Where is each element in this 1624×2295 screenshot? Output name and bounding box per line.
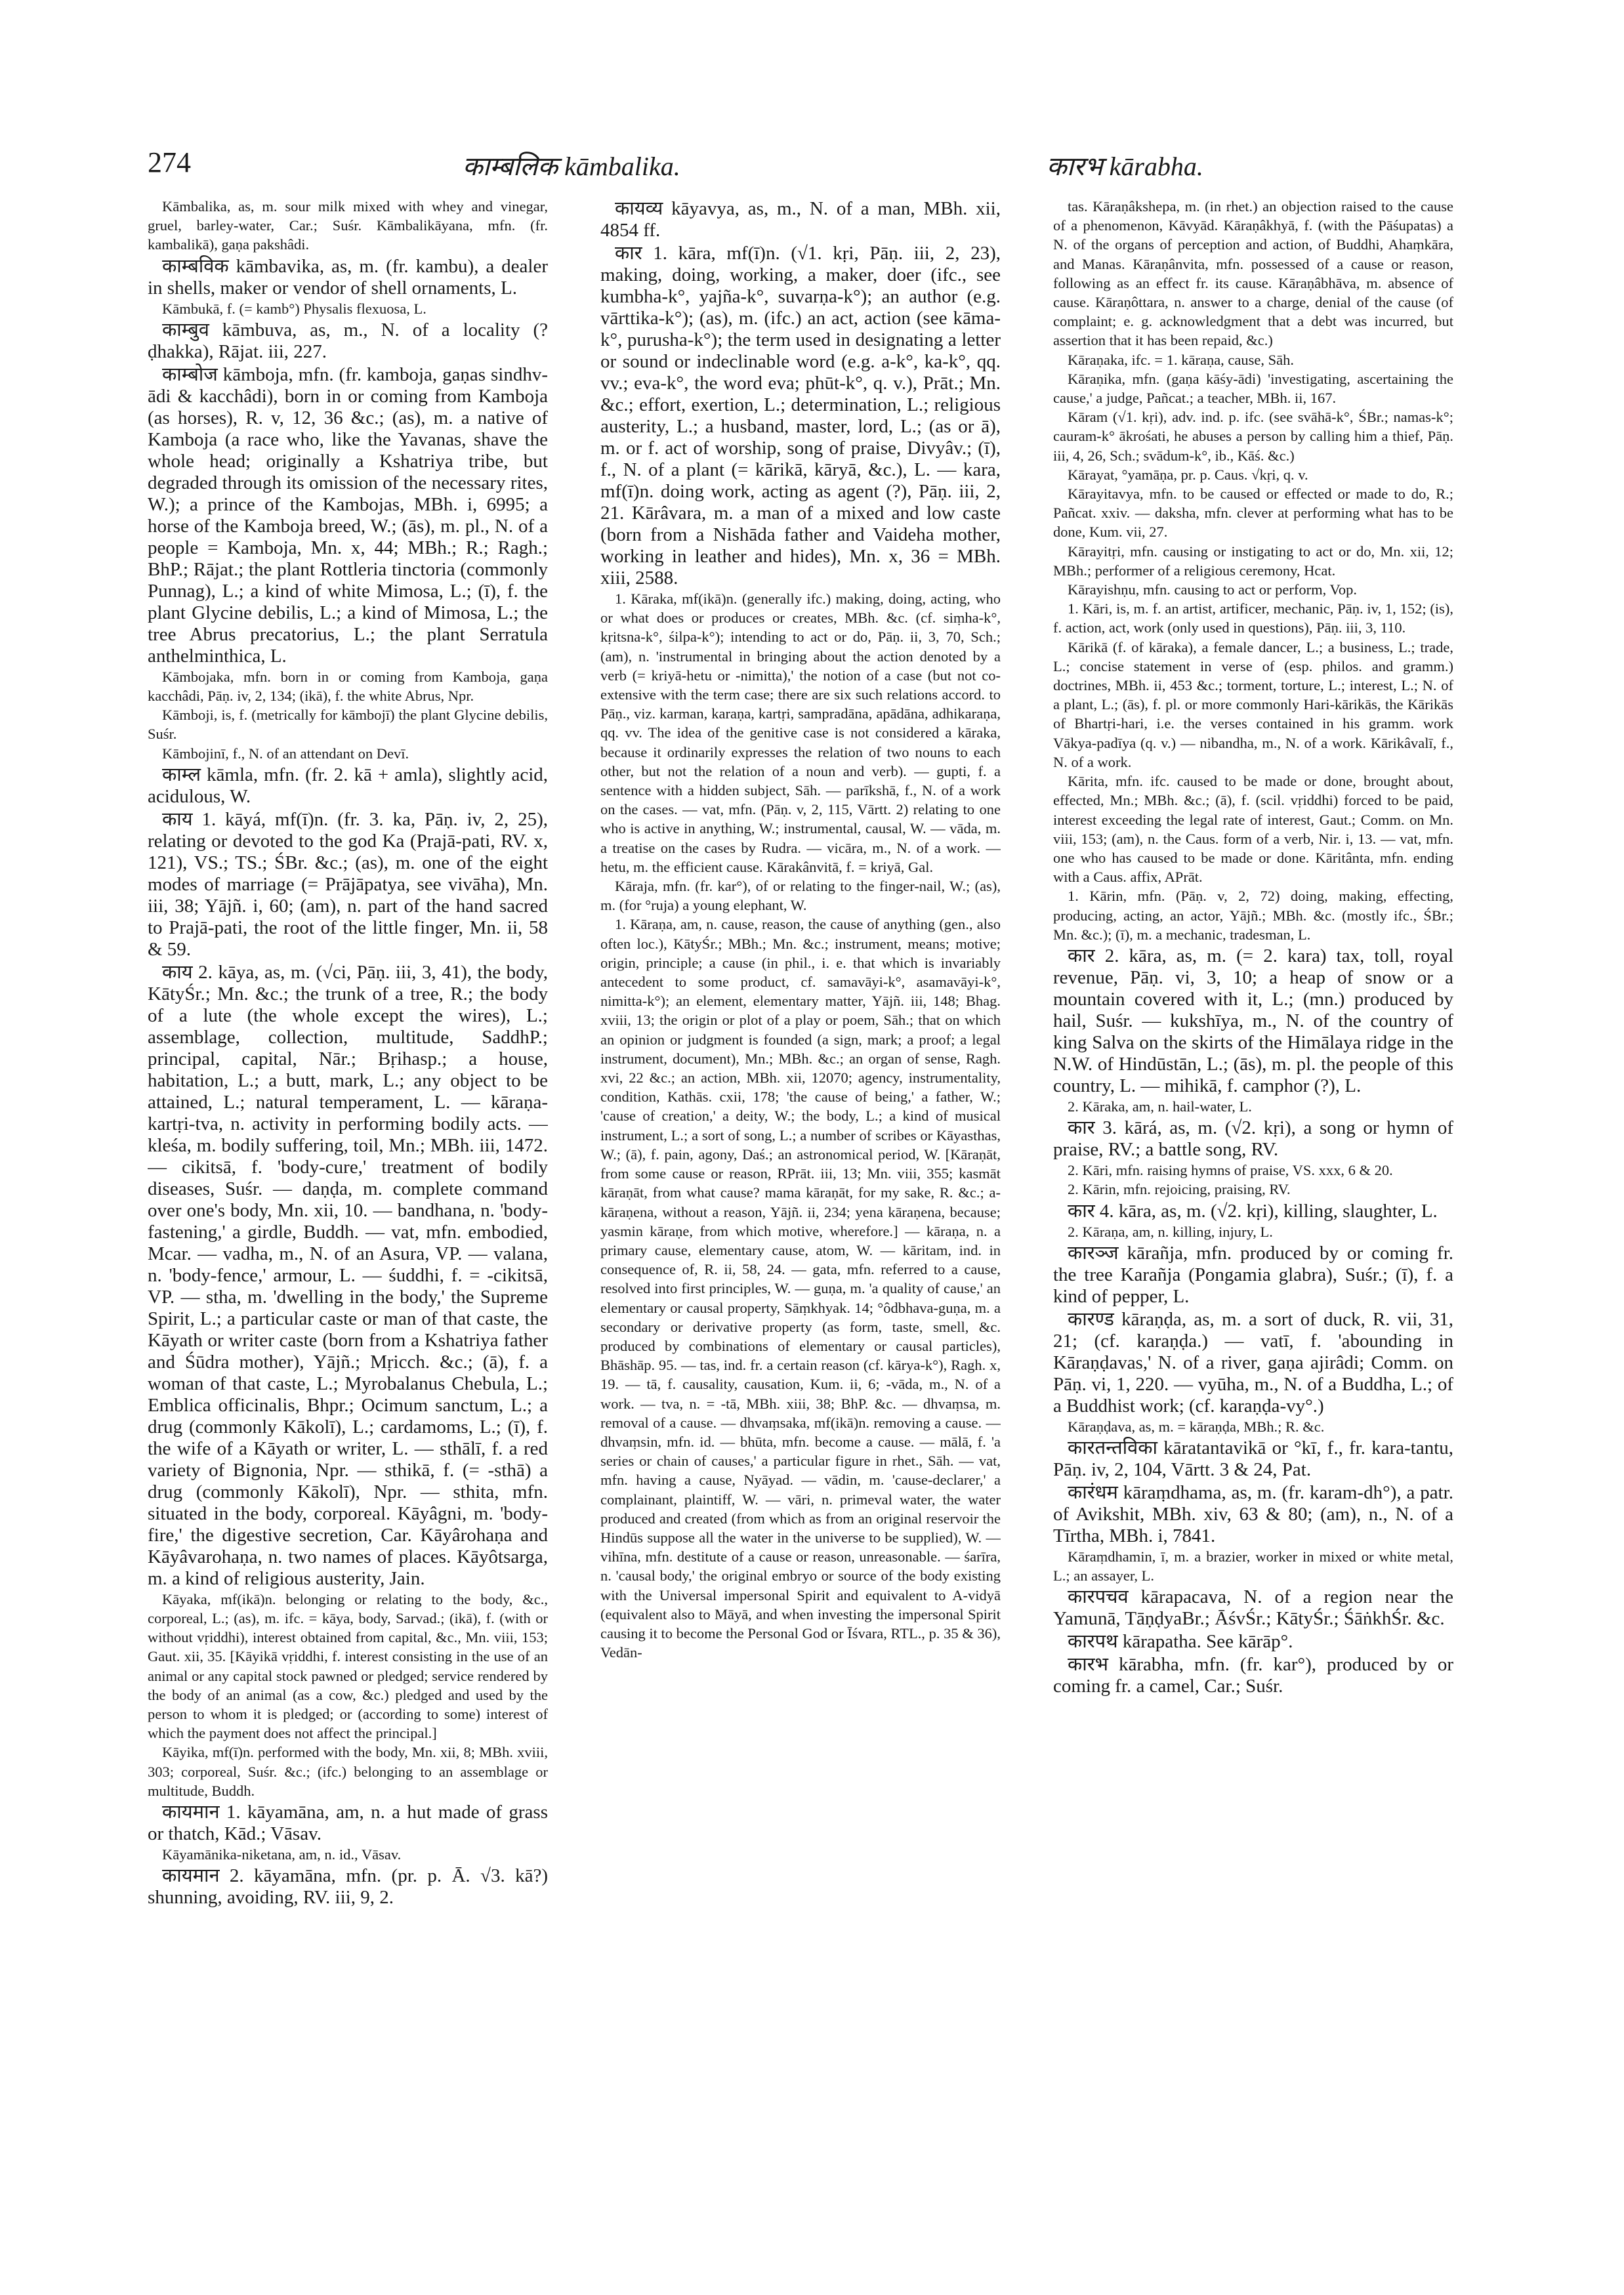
dictionary-entry: कारञ्ज kārañja, mfn. produced by or coming fr. the tree Karañja (Pongamia glabra), Suśr.; (ī), f. a kind of pepper, L.: [1053, 1242, 1453, 1307]
dictionary-entry: कायव्य kāyavya, as, m., N. of a man, MBh. xii, 4854 ff.: [600, 198, 1001, 241]
dictionary-entry: Kārita, mfn. ifc. caused to be made or done, brought about, effected, Mn.; MBh. &c.; (ā), f. (scil. vṛiddhi) forced to be paid, interest exceeding the legal rate of interest, Gaut.; Comm. on Mn. viii, 153; (am), n. the Caus. form of a verb, Nir. i, 13. — vat, mfn. one who has caused to be made or done. Kāritânta, mfn. ending with a Caus. affix, APrāt.: [1053, 773, 1453, 886]
dictionary-entry: Kāraja, mfn. (fr. kar°), of or relating to the finger-nail, W.; (as), m. (for °ruja) a young elephant, W.: [600, 878, 1001, 914]
dictionary-entry: Kārikā (f. of kāraka), a female dancer, L.; a business, L.; trade, L.; concise statement in verse of (esp. philos. and gramm.) doctrines, MBh. ii, 453 &c.; torment, torture, L.; interest, L.; N. of a plant, L.; (ās), f. pl. or more commonly Hari-kārikās, the Kārikās of Bhartṛi-hari, i.e. the verses contained in his gramm. work Vākya-padīya (q. v.) — nibandha, m., N. of a work. Kārikâvalī, f., N. of a work.: [1053, 638, 1453, 770]
dictionary-entry: कार 4. kāra, as, m. (√2. kṛi), killing, slaughter, L.: [1068, 1200, 1438, 1222]
dictionary-entry: Kāmboji, is, f. (metrically for kāmbojī) the plant Glycine debilis, Suśr.: [148, 707, 548, 743]
dictionary-entry: काम्बविक kāmbavika, as, m. (fr. kambu), a dealer in shells, maker or vendor of shell ornaments, L.: [148, 255, 548, 299]
dictionary-entry: Kāmbalika, as, m. sour milk mixed with whey and vinegar, gruel, barley-water, Car.; Suśr. Kāmbalikāyana, mfn. (fr. kambalikā), gaṇa pakshâdi.: [148, 198, 548, 253]
dictionary-entry: कारंधम kāraṃdhama, as, m. (fr. karam-dh°), a patr. of Avikshit, MBh. xiv, 63 & 80; (am), n., N. of a Tīrtha, MBh. i, 7841.: [1053, 1481, 1453, 1546]
dictionary-entry: 2. Kāraka, am, n. hail-water, L.: [1068, 1098, 1252, 1115]
right-running-headword: कारभ kārabha.: [1047, 152, 1203, 181]
dictionary-entry: कार 1. kāra, mf(ī)n. (√1. kṛi, Pāṇ. iii, 2, 23), making, doing, working, a maker, doer (ifc., see kumbha-k°, yajña-k°, suvarṇa-k°); an author (e.g. vārttika-k°); (as), m. (ifc.) an act, action (see kāma-k°, purusha-k°); the term used in designating a letter or sound or indeclinable word (e.g. a-k°, ka-k°, qq. vv.; eva-k°, the word eva; phūt-k°, q. v.), Prāt.; Mn. &c.; effort, exertion, L.; determination, L.; religious austerity, L.; a husband, master, lord, L.; (as or ā), m. or f. act of worship, song of praise, Divyâv.; (ī), f., N. of a plant (= kārikā, kāryā, &c.), L. — kara, mf(ī)n. doing work, acting as agent (?), Pāṇ. iii, 2, 21. Kārâvara, m. a man of a mixed and low caste (born from a Nishāda father and Vaideha mother, working in leather and hides), Mn. x, 36 = MBh. xiii, 2588.: [600, 243, 1001, 589]
dictionary-entry: 1. Kāraṇa, am, n. cause, reason, the cause of anything (gen., also often loc.), KātyŚr.; MBh.; Mn. &c.; instrument, means; motive; origin, principle; a cause (in phil., i. e. that which is invariably antecedent to some product, cf. samavāyi-k°, asamavāyi-k°, nimitta-k°); an element, elementary matter, Yājñ. iii, 148; Bhag. xviii, 13; the origin or plot of a play or poem, Sāh.; that on which an opinion or judgment is founded (a sign, mark; a proof; a legal instrument, document), Mn.; MBh. &c.; an organ of sense, Ragh. xvi, 22 &c.; an action, MBh. xii, 12070; agency, instrumentality, condition, Kathās. cxii, 178; 'the cause of being,' a father, W.; 'cause of creation,' a deity, W.; the body, L.; a kind of musical instrument, L.; a sort of song, L.; a number of scribes or Kāyasthas, W.; (ā), f. pain, agony, Daś.; an astronomical period, W. [Kāraṇāt, from some cause or reason, RPrāt. iii, 13; Mn. viii, 355; kasmāt kāraṇāt, from what cause? mama kāraṇāt, for my sake, R. &c.; a-kāraṇena, without a reason, Yājñ. ii, 234; yena kāraṇena, because; yasmin kāraṇe, from which motive, wherefore.] — kāraṇa, n. a primary cause, elementary cause, atom, W. — kāritam, ind. in consequence of, R. ii, 58, 24. — gata, mfn. referred to a cause, resolved into first principles, W. — guṇa, m. 'a quality of cause,' an elementary or causal property, Sāṃkhyak. 14; °ôdbhava-guṇa, m. a secondary or derivative property (as form, taste, smell, &c. produced by combinations of elementary or causal particles), Bhāshāp. 95. — tas, ind. fr. a certain reason (cf. kārya-k°), Ragh. x, 19. — tā, f. causality, causation, Kum. ii, 6; -vāda, m., N. of a work. — tva, n. = -tā, MBh. xiii, 38; BhP. &c. — dhvaṃsa, m. removal of a cause. — dhvaṃsaka, mf(ikā)n. removing a cause. — dhvaṃsin, mfn. id. — bhūta, mfn. become a cause. — mālā, f. 'a series or chain of causes,' a particular figure in rhet., Sāh. — vat, mfn. having a cause, Nyāyad. — vādin, m. 'cause-declarer,' a complainant, plaintiff, W. — vāri, n. primeval water, the water produced and created (from which as from an original reservoir the Hindūs suppose all the water in the universe to be supplied), W. — vihīna, mfn. destitute of a cause or reason, unreasonable. — śarīra, n. 'causal body,' the original embryo or source of the body existing with the Universal impersonal Spirit and equivalent to A-vidyā (equivalent also to Māyā, and when investing the impersonal Spirit causing it to become the Personal God or Īśvara, RTL., p. 35 & 36), Vedān-: [600, 916, 1001, 1661]
dictionary-entry: Kārayishṇu, mfn. causing to act or perform, Vop.: [1068, 581, 1357, 598]
dictionary-entry: कारण्ड kāraṇḍa, as, m. a sort of duck, R. vii, 31, 21; (cf. karaṇḍa.) — vatī, f. 'abounding in Kāraṇḍavas,' N. of a river, gaṇa ajirâdi; Comm. on Pāṇ. vi, 1, 220. — vyūha, m., N. of a Buddha, L.; of a Buddhist work; (cf. karaṇḍa-vy°.): [1053, 1308, 1453, 1416]
dictionary-entry: कार 2. kāra, as, m. (= 2. kara) tax, toll, royal revenue, Pāṇ. vi, 3, 10; a heap of snow or a mountain covered with it, L.; (mn.) produced by hail, Suśr. — kukshīya, m., N. of the country of king Salva on the skirts of the Himālaya ridge in the N.W. of Hindūstān, L.; (ās), m. pl. the people of this country, L. — mihikā, f. camphor (?), L.: [1053, 945, 1453, 1096]
dictionary-entry: Kārayat, °yamāṇa, pr. p. Caus. √kṛi, q. v.: [1068, 466, 1308, 483]
dictionary-entry: Kāyamānika-niketana, am, n. id., Vāsav.: [162, 1846, 402, 1863]
dictionary-entry: कार 3. kārá, as, m. (√2. kṛi), a song or hymn of praise, RV.; a battle song, RV.: [1053, 1117, 1453, 1161]
dictionary-entry: काम्बोज kāmboja, mfn. (fr. kamboja, gaṇas sindhv-ādi & kacchâdi), born in or coming from Kamboja (as horses), R. v, 12, 36 &c.; (as), m. a native of Kamboja (a race who, like the Yavanas, shave the whole head; originally a Kshatriya tribe, but degraded through its omission of the necessary rites, W.); a prince of the Kambojas, MBh. i, 6995; a horse of the Kamboja breed, W.; (ās), m. pl., N. of a people = Kamboja, Mn. x, 44; MBh.; R.; Ragh.; BhP.; Rājat.; the plant Rottleria tinctoria (commonly Punnag), L.; a kind of white Mimosa, L.; (ī), f. the plant Glycine debilis, L.; a kind of Mimosa, L.; the tree Abrus precatorius, L.; the plant Serratula anthelminthica, L.: [148, 363, 548, 667]
dictionary-entry: 2. Kāraṇa, am, n. killing, injury, L.: [1068, 1223, 1273, 1240]
dictionary-entry: 2. Kārin, mfn. rejoicing, praising, RV.: [1068, 1181, 1291, 1198]
dictionary-entry: Kāraṇḍava, as, m. = kāraṇḍa, MBh.; R. &c.: [1068, 1418, 1325, 1435]
left-running-headword: काम्बलिक kāmbalika.: [463, 152, 680, 181]
dictionary-entry: Kāraṇaka, ifc. = 1. kāraṇa, cause, Sāh.: [1068, 351, 1295, 368]
dictionary-entry: Kāraṇika, mfn. (gaṇa kāśy-ādi) 'investigating, ascertaining the cause,' a judge, Pañcat.; a teacher, MBh. ii, 167.: [1053, 370, 1453, 407]
dictionary-entry: Kārayitavya, mfn. to be caused or effected or made to do, R.; Pañcat. xxiv. — daksha, mfn. clever at performing what has to be done, Kum. vii, 27.: [1053, 486, 1453, 541]
dictionary-entry: Kāram (√1. kṛi), adv. ind. p. ifc. (see svāhā-k°, ŚBr.; namas-k°; cauram-k° ākrośati, he abuses a person by calling him a thief, Pāṇ. iii, 4, 26, Sch.; svādum-k°, ib., Kāś. &c.): [1053, 409, 1453, 464]
dictionary-entry: कायमान 2. kāyamāna, mfn. (pr. p. Ā. √3. kā?) shunning, avoiding, RV. iii, 9, 2.: [148, 1865, 548, 1909]
dictionary-entry: कारपचव kārapacava, N. of a region near the Yamunā, TāṇḍyaBr.; ĀśvŚr.; KātyŚr.; ŚāṅkhŚr. &c.: [1053, 1586, 1453, 1630]
dictionary-entry: Kāmbojaka, mfn. born in or coming from Kamboja, gaṇa kacchâdi, Pāṇ. iv, 2, 134; (ikā), f. the white Abrus, Npr.: [148, 668, 548, 705]
dictionary-entry: 1. Kārin, mfn. (Pāṇ. v, 2, 72) doing, making, effecting, producing, acting, an actor, Yājñ.; MBh. &c. (mostly ifc., ŚBr.; Mn. &c.); (ī), m. a mechanic, tradesman, L.: [1053, 888, 1453, 943]
dictionary-entry: 2. Kāri, mfn. raising hymns of praise, VS. xxx, 6 & 20.: [1068, 1162, 1393, 1179]
dictionary-entry: Kāmbukā, f. (= kamb°) Physalis flexuosa, L.: [162, 300, 427, 317]
column-middle: [600, 197, 1001, 2250]
dictionary-entry: काम्बुव kāmbuva, as, m., N. of a locality (? ḍhakka), Rājat. iii, 227.: [148, 319, 548, 362]
column-right: [1053, 197, 1453, 2250]
page-header: [148, 146, 1480, 189]
dictionary-entry: Kāmbojinī, f., N. of an attendant on Devī.: [162, 745, 409, 762]
column-left: [148, 197, 548, 2250]
dictionary-entry: Kāyika, mf(ī)n. performed with the body, Mn. xii, 8; MBh. xviii, 303; corporeal, Suśr. &c.; (ifc.) belonging to an assemblage or multitude, Buddh.: [148, 1744, 548, 1799]
dictionary-entry: कायमान 1. kāyamāna, am, n. a hut made of grass or thatch, Kād.; Vāsav.: [148, 1802, 548, 1845]
dictionary-entry: tas. Kāraṇâkshepa, m. (in rhet.) an objection raised to the cause of a phenomenon, Kāvyād. Kāraṇâkhyā, f. (with the Pāśupatas) a N. of the organs of perception and action, of Buddhi, Ahaṃkāra, and Manas. Kāraṇânvita, mfn. possessed of a cause or reason, following as an effect fr. its cause. Kāraṇâbhāva, m. absence of cause. Kāraṇôttara, n. answer to a charge, denial of the cause (of complaint; e. g. acknowledgment that a debt was incurred, but assertion that it has been repaid, &c.): [1053, 198, 1453, 349]
dictionary-entry: 1. Kāri, is, m. f. an artist, artificer, mechanic, Pāṇ. iv, 1, 152; (is), f. action, act, work (only used in questions), Pāṇ. iii, 3, 110.: [1053, 600, 1453, 636]
page-number: 274: [148, 146, 191, 178]
dictionary-entry: काय 1. kāyá, mf(ī)n. (fr. 3. ka, Pāṇ. iv, 2, 25), relating or devoted to the god Ka (Prajā-pati, RV. x, 121), VS.; TS.; ŚBr. &c.; (as), m. one of the eight modes of marriage (= Prājāpatya, see vivāha), Mn. iii, 38; Yājñ. i, 60; (am), n. part of the hand sacred to Prajā-pati, the root of the little finger, Mn. ii, 58 & 59.: [148, 808, 548, 960]
dictionary-entry: Kāraṃdhamin, ī, m. a brazier, worker in mixed or white metal, L.; an assayer, L.: [1053, 1548, 1453, 1584]
dictionary-entry: कारभ kārabha, mfn. (fr. kar°), produced by or coming fr. a camel, Car.; Suśr.: [1053, 1654, 1453, 1697]
dictionary-entry: काय 2. kāya, as, m. (√ci, Pāṇ. iii, 3, 41), the body, KātyŚr.; Mn. &c.; the trunk of a tree, R.; the body of a lute (the whole except the wires), L.; assemblage, collection, multitude, SaddhP.; principal, capital, Nār.; Bṛihasp.; a house, habitation, L.; a butt, mark, L.; any object to be attained, L.; natural temperament, L. — kāraṇa-kartṛi-tva, n. activity in performing bodily acts. — kleśa, m. bodily suffering, toil, Mn.; MBh. iii, 1472. — cikitsā, f. 'body-cure,' treatment of bodily diseases, Suśr. — daṇḍa, m. complete command over one's body, Mn. xii, 10. — bandhana, n. 'body-fastening,' a girdle, Buddh. — vat, mfn. embodied, Mcar. — vadha, m., N. of an Asura, VP. — valana, n. 'body-fence,' armour, L. — śuddhi, f. = -cikitsā, VP. — stha, m. 'dwelling in the body,' the Supreme Spirit, L.; a particular caste or man of that caste, the Kāyath or writer caste (born from a Kshatriya father and Śūdra mother), Yājñ.; Mṛicch. &c.; (ā), f. a woman of that caste, L.; Myrobalanus Chebula, L.; Emblica officinalis, Bhpr.; Ocimum sanctum, L.; a drug (commonly Kākolī), L.; cardamoms, L.; (ī), f. the wife of a Kāyath or writer, L. — sthālī, f. a red variety of Bignonia, Npr. — sthikā, f. (= -sthā) a drug (commonly Kākolī), Npr. — sthita, mfn. situated in the body, corporeal. Kāyâgni, m. 'body-fire,' the digestive secretion, Car. Kāyârohaṇa and Kāyâvarohaṇa, n. two names of places. Kāyôtsarga, m. a kind of religious austerity, Jain.: [148, 961, 548, 1589]
dictionary-entry: कारपथ kārapatha. See kārāp°.: [1068, 1631, 1293, 1653]
dictionary-entry: Kārayitṛi, mfn. causing or instigating to act or do, Mn. xii, 12; MBh.; performer of a religious ceremony, Hcat.: [1053, 543, 1453, 579]
dictionary-entry: Kāyaka, mf(ikā)n. belonging or relating to the body, &c., corporeal, L.; (as), m. ifc. = kāya, body, Sarvad.; (ikā), f. (with or without vṛiddhi), interest obtained from capital, &c., Mn. viii, 153; Gaut. xii, 35. [Kāyikā vṛiddhi, f. interest consisting in the use of an animal or any capital stock pawned or pledged; service rendered by the body of an animal (as a cow, &c.) pledged and used by the person to whom it is pledged; or (according to some) interest of which the payment does not affect the principal.]: [148, 1590, 548, 1742]
dictionary-entry: 1. Kāraka, mf(ikā)n. (generally ifc.) making, doing, acting, who or what does or produces or creates, MBh. &c. (cf. siṃha-k°, kṛitsna-k°, śilpa-k°); intending to act or do, Pāṇ. ii, 3, 70, Sch.; (am), n. 'instrumental in bringing about the action denoted by a verb (= kriyā-hetu or -nimitta),' the notion of a case (but not co-extensive with the term case; there are six such relations accord. to Pāṇ., viz. karman, karaṇa, kartṛi, sampradāna, apādāna, adhikaraṇa, qq. vv. The idea of the genitive case is not considered a kāraka, because it ordinarily expresses the relation of two nouns to each other, but not the relation of a noun and verb). — gupti, f. a sentence with a hidden subject, Sāh. — parīkshā, f., N. of a work on the cases. — vat, mfn. (Pāṇ. v, 2, 115, Vārtt. 2) relating to one who is active in anything, W.; instrumental, causal, W. — vāda, m. a treatise on the cases by Rudra. — vicāra, m., N. of a work. — hetu, m. the efficient cause. Kārakânvitā, f. = kriyā, Gal.: [600, 590, 1001, 875]
dictionary-entry: कारतन्तविका kāratantavikā or °kī, f., fr. kara-tantu, Pāṇ. iv, 2, 104, Vārtt. 3 & 24, Pat.: [1053, 1437, 1453, 1480]
dictionary-entry: काम्ल kāmla, mfn. (fr. 2. kā + amla), slightly acid, acidulous, W.: [148, 764, 548, 807]
